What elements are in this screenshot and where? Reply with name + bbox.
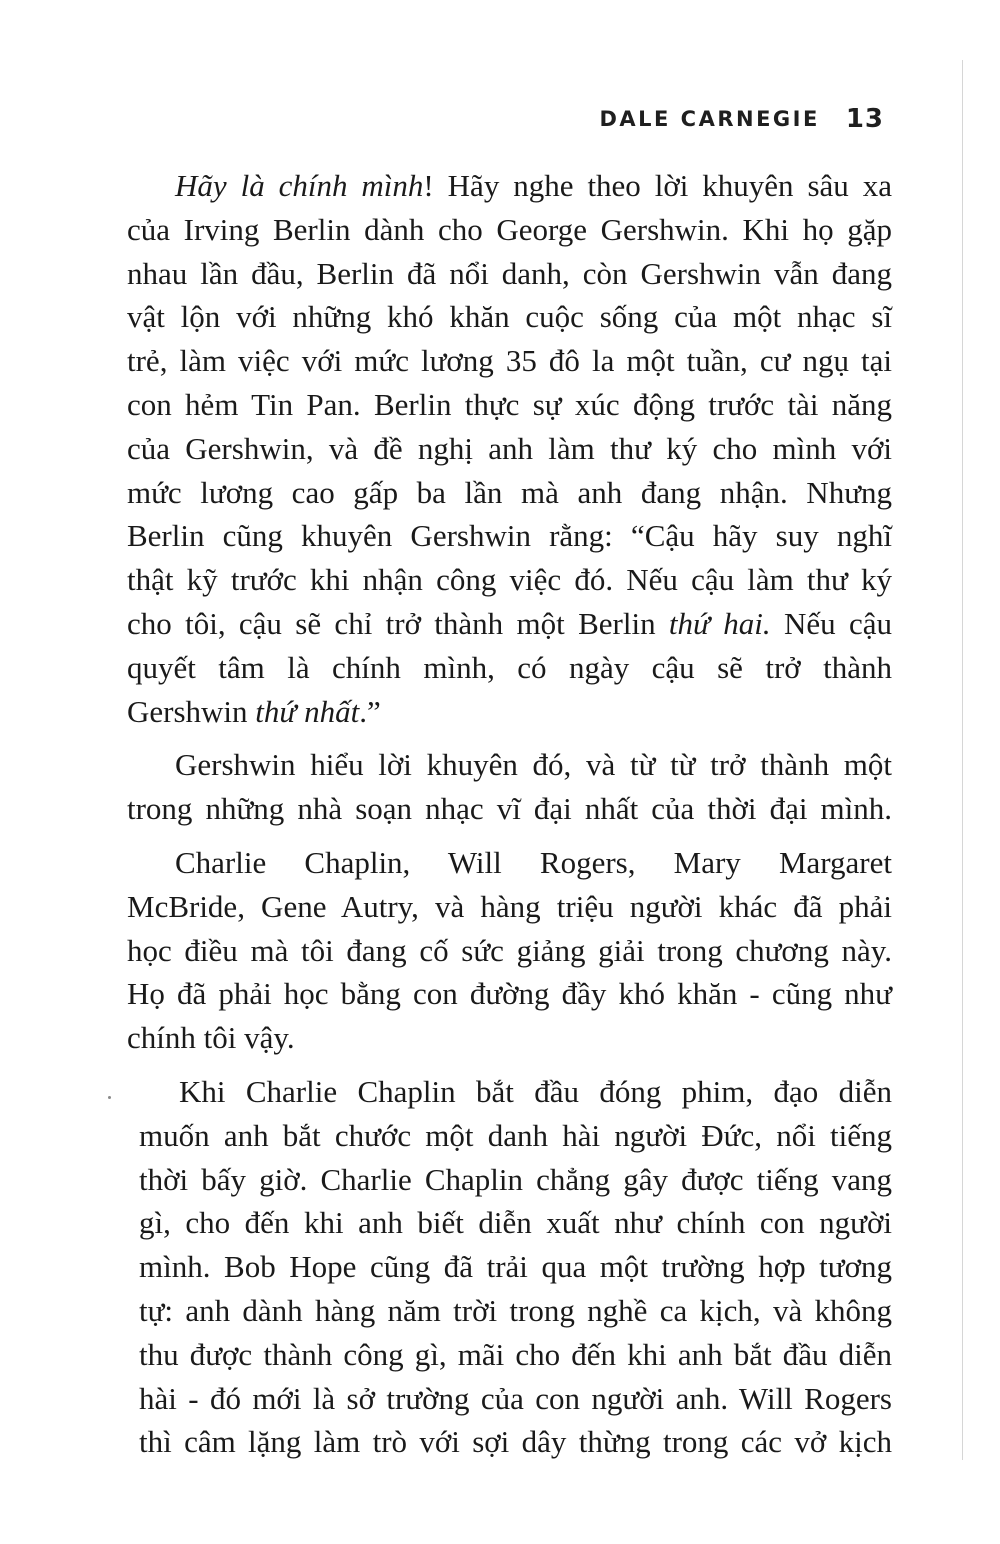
- text-line: Berlin cũng khuyên Gershwin rằng: “Cậu hãy suy nghĩ: [127, 518, 892, 554]
- body-text: [127, 164, 892, 1464]
- running-header-author: DALE CARNEGIE: [599, 107, 820, 131]
- text-line: thật kỹ trước khi nhận công việc đó. Nếu cậu làm thư ký: [127, 562, 892, 598]
- paragraph-chaplin: [127, 1070, 892, 1464]
- text-line: học điều mà tôi đang cố sức giảng giải trong chương này.: [127, 932, 892, 968]
- text-line: thì câm lặng làm trò với sợi dây thừng trong các vở kịch: [139, 1424, 892, 1460]
- text-line: của Irving Berlin dành cho George Gershwin. Khi họ gặp: [127, 211, 892, 247]
- text-line: chính tôi vậy.: [127, 1020, 295, 1056]
- text-emphasis: thứ hai.: [668, 605, 771, 641]
- paragraph-gershwin: [127, 743, 892, 831]
- text-line: Hãy là chính mình! Hãy nghe theo lời khuyên sâu xa: [175, 168, 892, 203]
- text-line: muốn anh bắt chước một danh hài người Đức, nổi tiếng: [139, 1117, 892, 1153]
- text-line: trong những nhà soạn nhạc vĩ đại nhất của thời đại mình.: [127, 791, 892, 827]
- text-line: hài - đó mới là sở trường của con người anh. Will Rogers: [139, 1380, 892, 1416]
- text-line: vật lộn với những khó khăn cuộc sống của một nhạc sĩ: [127, 299, 892, 335]
- text-line: McBride, Gene Autry, và hàng triệu người khác đã phải: [127, 888, 892, 924]
- text-line: cho tôi, cậu sẽ chỉ trở thành một Berlin thứ hai. Nếu cậu: [127, 605, 892, 641]
- text-line: trẻ, làm việc với mức lương 35 đô la một tuần, cư ngụ tại: [127, 343, 892, 379]
- text-line: Charlie Chaplin, Will Rogers, Mary Margaret: [175, 844, 892, 880]
- text-line: mình. Bob Hope cũng đã trải qua một trường hợp tương: [139, 1249, 892, 1285]
- paragraph-famous-people: [127, 841, 892, 1060]
- gutter-rule: [962, 60, 963, 1460]
- page-number: 13: [845, 104, 884, 134]
- text-line: quyết tâm là chính mình, có ngày cậu sẽ trở thành: [127, 649, 892, 685]
- text-line: Gershwin thứ nhất.”: [127, 693, 381, 729]
- text-line: Khi Charlie Chaplin bắt đầu đóng phim, đạo diễn: [179, 1073, 892, 1109]
- text-line: tự: anh dành hàng năm trời trong nghề ca kịch, và không: [139, 1292, 892, 1328]
- text-line: gì, cho đến khi anh biết diễn xuất như chính con người: [139, 1205, 892, 1241]
- text-line: con hẻm Tin Pan. Berlin thực sự xúc động trước tài năng: [127, 386, 892, 422]
- text-line: Họ đã phải học bằng con đường đầy khó khăn - cũng như: [127, 976, 892, 1012]
- text-line: của Gershwin, và đề nghị anh làm thư ký cho mình với: [127, 430, 892, 466]
- text-emphasis: Hãy là chính mình: [175, 168, 424, 203]
- running-header: [0, 104, 884, 134]
- scan-speck: [108, 1096, 111, 1099]
- text-line: thu được thành công gì, mãi cho đến khi anh bắt đầu diễn: [139, 1336, 892, 1372]
- paragraph-be-yourself: [127, 164, 892, 733]
- text-line: mức lương cao gấp ba lần mà anh đang nhận. Nhưng: [127, 474, 892, 510]
- text-line: nhau lần đầu, Berlin đã nổi danh, còn Gershwin vẫn đang: [127, 255, 892, 291]
- text-line: Gershwin hiểu lời khuyên đó, và từ từ trở thành một: [175, 747, 892, 783]
- text-emphasis: thứ nhất: [255, 693, 360, 729]
- text-line: thời bấy giờ. Charlie Chaplin chẳng gây được tiếng vang: [139, 1161, 892, 1197]
